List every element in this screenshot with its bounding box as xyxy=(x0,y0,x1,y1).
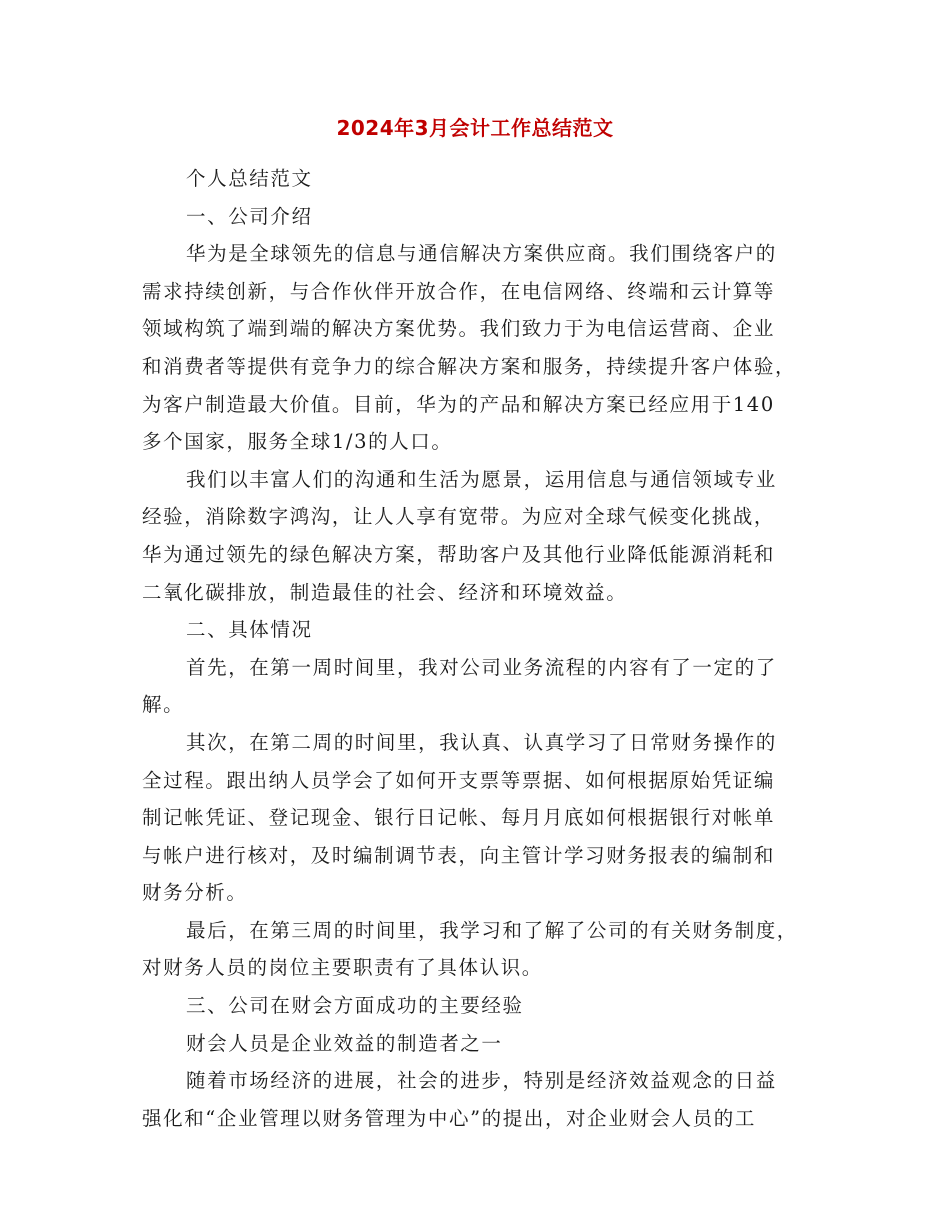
text-line: 全过程。跟出纳人员学会了如何开支票等票据、如何根据原始凭证编 xyxy=(142,768,776,792)
text-line: 和消费者等提供有竞争力的综合解决方案和服务，持续提升客户体验， xyxy=(142,354,797,378)
text-line: 我们以丰富人们的沟通和生活为愿景，运用信息与通信领域专业 xyxy=(186,467,777,491)
text-line: 经验，消除数字鸿沟，让人人享有宽带。为应对全球气候变化挑战， xyxy=(142,505,776,529)
document-body xyxy=(142,160,802,1137)
text-line: 一、公司介绍 xyxy=(186,204,313,228)
text-line: 最后，在第三周的时间里，我学习和了解了公司的有关财务制度， xyxy=(186,918,798,942)
text-line: 需求持续创新，与合作伙伴开放合作，在电信网络、终端和云计算等 xyxy=(142,279,776,303)
text-line: 首先，在第一周时间里，我对公司业务流程的内容有了一定的了 xyxy=(186,655,777,679)
text-line: 领域构筑了端到端的解决方案优势。我们致力于为电信运营商、企业 xyxy=(142,317,776,341)
text-line: 华为是全球领先的信息与通信解决方案供应商。我们围绕客户的 xyxy=(186,242,777,266)
text-line: 对财务人员的岗位主要职责有了具体认识。 xyxy=(142,956,543,980)
text-line: 华为通过领先的绿色解决方案，帮助客户及其他行业降低能源消耗和 xyxy=(142,542,776,566)
text-line: 财会人员是企业效益的制造者之一 xyxy=(186,1031,503,1055)
document-title: 2024年3月会计工作总结范文 xyxy=(336,116,614,140)
text-line: 二氧化碳排放，制造最佳的社会、经济和环境效益。 xyxy=(142,580,628,604)
text-line: 多个国家，服务全球1/3的人口。 xyxy=(142,430,453,454)
text-line: 强化和“企业管理以财务管理为中心”的提出，对企业财会人员的工 xyxy=(142,1106,756,1130)
text-line: 与帐户进行核对，及时编制调节表，向主管计学习财务报表的编制和 xyxy=(142,843,776,867)
text-line: 三、公司在财会方面成功的主要经验 xyxy=(186,994,524,1018)
text-line: 随着市场经济的进展，社会的进步，特别是经济效益观念的日益 xyxy=(186,1069,777,1093)
text-line: 为客户制造最大价值。目前，华为的产品和解决方案已经应用于140 xyxy=(142,392,775,416)
text-line: 二、具体情况 xyxy=(186,618,313,642)
text-line: 财务分析。 xyxy=(142,881,248,905)
text-line: 其次，在第二周的时间里，我认真、认真学习了日常财务操作的 xyxy=(186,730,777,754)
text-line: 解。 xyxy=(142,693,185,717)
text-line: 个人总结范文 xyxy=(186,167,313,190)
text-line: 制记帐凭证、登记现金、银行日记帐、每月月底如何根据银行对帐单 xyxy=(142,806,776,830)
